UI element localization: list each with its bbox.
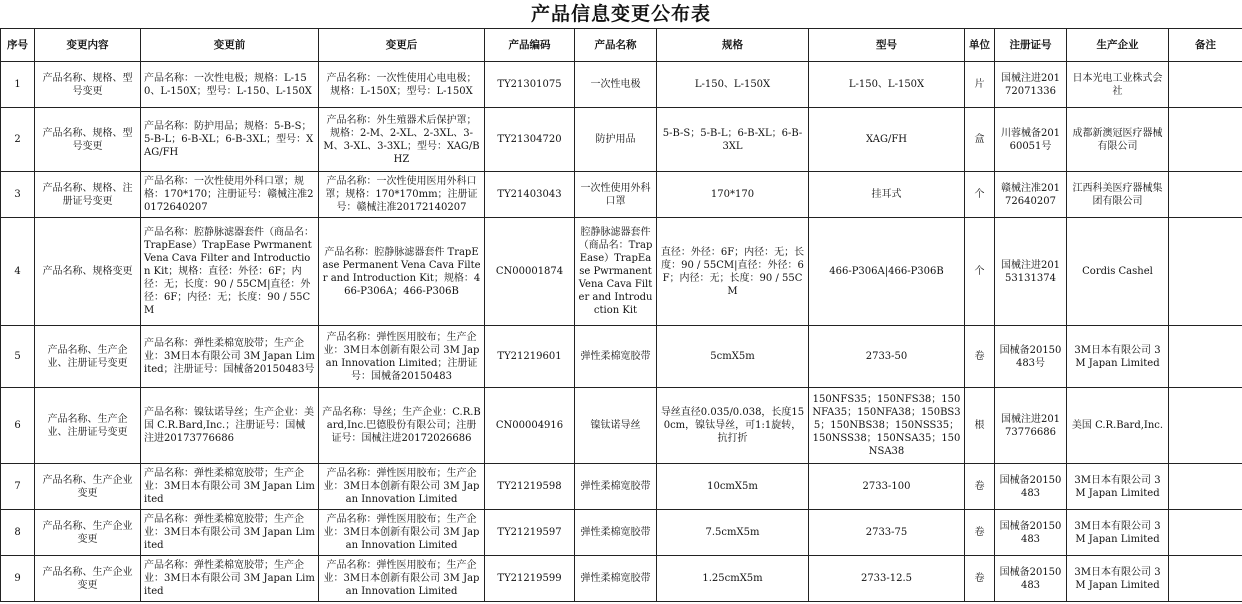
col-change-cell: 产品名称、生产企业、注册证号变更 [35,388,141,464]
col-code-cell: TY21219598 [485,464,575,510]
col-change-cell: 产品名称、生产企业、注册证号变更 [35,326,141,388]
col-spec-cell: 5cmX5m [657,326,809,388]
col-name-cell: 防护用品 [575,108,657,172]
table-row [1,172,1242,218]
col-before-cell: 产品名称：弹性柔棉宽胶带；生产企业：3M日本有限公司 3M Japan Limited [141,464,319,510]
col-code-header: 产品编码 [485,29,575,62]
col-name-header: 产品名称 [575,29,657,62]
col-reg-cell: 国械注进20173776686 [995,388,1067,464]
col-change-cell: 产品名称、生产企业变更 [35,464,141,510]
col-before-cell: 产品名称：一次性电极；规格：L-150、L-150X；型号：L-150、L-150X [141,62,319,108]
table-row [1,510,1242,556]
col-spec-cell: 1.25cmX5m [657,556,809,602]
header-row [1,29,1242,62]
col-seq-cell: 6 [1,388,35,464]
col-model-cell: L-150、L-150X [809,62,965,108]
col-maker-header: 生产企业 [1067,29,1169,62]
col-code-cell: CN00001874 [485,218,575,326]
col-reg-cell: 赣械注准20172640207 [995,172,1067,218]
change-table [0,28,1242,602]
col-spec-header: 规格 [657,29,809,62]
col-name-cell: 弹性柔棉宽胶带 [575,464,657,510]
col-after-cell: 产品名称：一次性使用心电电极；规格：L-150X；型号：L-150X [319,62,485,108]
col-seq-cell: 3 [1,172,35,218]
col-maker-cell: 成都新澳冠医疗器械有限公司 [1067,108,1169,172]
col-note-cell [1169,326,1242,388]
col-spec-cell: 10cmX5m [657,464,809,510]
col-before-cell: 产品名称：弹性柔棉宽胶带；生产企业：3M日本有限公司 3M Japan Limited；注册证号：国械备20150483号 [141,326,319,388]
col-change-cell: 产品名称、规格变更 [35,218,141,326]
col-unit-cell: 卷 [965,326,995,388]
col-change-cell: 产品名称、规格、注册证号变更 [35,172,141,218]
col-after-cell: 产品名称：导丝；生产企业：C.R.Bard,Inc.巴德股份有限公司；注册证号：国械注进20172026686 [319,388,485,464]
col-code-cell: TY21219599 [485,556,575,602]
col-spec-cell: 5-B-S；5-B-L；6-B-XL；6-B-3XL [657,108,809,172]
col-code-cell: CN00004916 [485,388,575,464]
col-model-cell: 2733-100 [809,464,965,510]
col-before-header: 变更前 [141,29,319,62]
table-body [1,62,1242,602]
col-code-cell: TY21403043 [485,172,575,218]
col-maker-cell: Cordis Cashel [1067,218,1169,326]
col-unit-cell: 根 [965,388,995,464]
col-name-cell: 一次性电极 [575,62,657,108]
col-spec-cell: L-150、L-150X [657,62,809,108]
col-seq-header: 序号 [1,29,35,62]
col-model-cell: 挂耳式 [809,172,965,218]
col-reg-cell: 国械注进20153131374 [995,218,1067,326]
col-name-cell: 弹性柔棉宽胶带 [575,326,657,388]
col-code-cell: TY21304720 [485,108,575,172]
col-reg-cell: 国械备20150483 [995,556,1067,602]
col-note-cell [1169,464,1242,510]
col-reg-cell: 川蓉械备20160051号 [995,108,1067,172]
col-seq-cell: 7 [1,464,35,510]
col-unit-cell: 卷 [965,464,995,510]
col-before-cell: 产品名称：腔静脉滤器套件（商品名：TrapEase）TrapEase Pwrmanent Vena Cava Filter and Introduction Kit；规格：直径：外径：6F；内径：无；长度：90 / 55CM|直径：外径：6F；内径：无；长度：90 / 55CM [141,218,319,326]
col-maker-cell: 3M日本有限公司 3M Japan Limited [1067,510,1169,556]
col-note-cell [1169,218,1242,326]
col-seq-cell: 9 [1,556,35,602]
col-code-cell: TY21219601 [485,326,575,388]
col-change-cell: 产品名称、生产企业变更 [35,510,141,556]
col-unit-cell: 个 [965,218,995,326]
col-name-cell: 镍钛诺导丝 [575,388,657,464]
col-before-cell: 产品名称：一次性使用外科口罩；规格：170*170；注册证号：赣械注准20172640207 [141,172,319,218]
table-row [1,556,1242,602]
col-note-cell [1169,388,1242,464]
col-after-cell: 产品名称：一次性使用医用外科口罩；规格：170*170mm；注册证号：赣械注准20172140207 [319,172,485,218]
table-row [1,108,1242,172]
col-note-cell [1169,108,1242,172]
col-model-cell: 2733-75 [809,510,965,556]
table-row [1,388,1242,464]
col-seq-cell: 2 [1,108,35,172]
col-spec-cell: 7.5cmX5m [657,510,809,556]
col-name-cell: 腔静脉滤器套件（商品名：TrapEase）TrapEase Pwrmanent Vena Cava Filter and Introduction Kit [575,218,657,326]
col-change-cell: 产品名称、生产企业变更 [35,556,141,602]
col-spec-cell: 直径：外径：6F；内径：无；长度：90 / 55CM|直径：外径：6F；内径：无；长度：90 / 55CM [657,218,809,326]
col-model-header: 型号 [809,29,965,62]
col-after-cell: 产品名称：弹性医用胶布；生产企业：3M日本创新有限公司 3M Japan Innovation Limited [319,510,485,556]
col-name-cell: 弹性柔棉宽胶带 [575,556,657,602]
col-name-cell: 弹性柔棉宽胶带 [575,510,657,556]
col-maker-cell: 美国 C.R.Bard,Inc. [1067,388,1169,464]
col-unit-cell: 卷 [965,556,995,602]
col-change-header: 变更内容 [35,29,141,62]
table-row [1,326,1242,388]
col-seq-cell: 1 [1,62,35,108]
col-before-cell: 产品名称：防护用品；规格：5-B-S；5-B-L；6-B-XL；6-B-3XL；型号：XAG/FH [141,108,319,172]
col-model-cell: 466-P306A|466-P306B [809,218,965,326]
col-before-cell: 产品名称：镍钛诺导丝；生产企业：美国 C.R.Bard,Inc.；注册证号：国械注进20173776686 [141,388,319,464]
col-unit-cell: 卷 [965,510,995,556]
col-after-cell: 产品名称：外生殖器术后保护罩；规格：2-M、2-XL、2-3XL、3-M、3-XL、3-3XL；型号：XAG/BHZ [319,108,485,172]
col-reg-cell: 国械注进20172071336 [995,62,1067,108]
col-model-cell: 2733-50 [809,326,965,388]
col-seq-cell: 5 [1,326,35,388]
col-after-header: 变更后 [319,29,485,62]
col-unit-cell: 个 [965,172,995,218]
table-row [1,464,1242,510]
col-seq-cell: 4 [1,218,35,326]
page-title: 产品信息变更公布表 [530,3,711,25]
col-note-cell [1169,62,1242,108]
col-maker-cell: 3M日本有限公司 3M Japan Limited [1067,556,1169,602]
col-note-header: 备注 [1169,29,1242,62]
col-note-cell [1169,556,1242,602]
col-spec-cell: 170*170 [657,172,809,218]
col-reg-header: 注册证号 [995,29,1067,62]
col-after-cell: 产品名称：腔静脉滤器套件 TrapEase Permanent Vena Cava Filter and Introduction Kit；规格：466-P306A；466-P306B [319,218,485,326]
col-before-cell: 产品名称：弹性柔棉宽胶带；生产企业：3M日本有限公司 3M Japan Limited [141,556,319,602]
col-model-cell: 2733-12.5 [809,556,965,602]
col-maker-cell: 日本光电工业株式会社 [1067,62,1169,108]
col-reg-cell: 国械备20150483 [995,464,1067,510]
col-after-cell: 产品名称：弹性医用胶布；生产企业：3M日本创新有限公司 3M Japan Innovation Limited [319,464,485,510]
col-after-cell: 产品名称：弹性医用胶布；生产企业：3M日本创新有限公司 3M Japan Innovation Limited [319,556,485,602]
col-before-cell: 产品名称：弹性柔棉宽胶带；生产企业：3M日本有限公司 3M Japan Limited [141,510,319,556]
col-change-cell: 产品名称、规格、型号变更 [35,108,141,172]
col-code-cell: TY21219597 [485,510,575,556]
col-note-cell [1169,510,1242,556]
table-row [1,218,1242,326]
col-reg-cell: 国械备20150483 [995,510,1067,556]
col-maker-cell: 3M日本有限公司 3M Japan Limited [1067,326,1169,388]
col-maker-cell: 江西科美医疗器械集团有限公司 [1067,172,1169,218]
col-model-cell: 150NFS35；150NFS38；150NFA35；150NFA38；150BS35；150NBS38；150NSS35；150NSS38；150NSA35；150NSA38 [809,388,965,464]
col-seq-cell: 8 [1,510,35,556]
table-row [1,62,1242,108]
col-unit-cell: 盒 [965,108,995,172]
col-unit-cell: 片 [965,62,995,108]
col-maker-cell: 3M日本有限公司 3M Japan Limited [1067,464,1169,510]
col-reg-cell: 国械备20150483号 [995,326,1067,388]
col-spec-cell: 导丝直径0.035/0.038，长度150cm，镍钛导丝，可1:1旋转，抗打折 [657,388,809,464]
col-change-cell: 产品名称、规格、型号变更 [35,62,141,108]
col-after-cell: 产品名称：弹性医用胶布；生产企业：3M日本创新有限公司 3M Japan Innovation Limited；注册证号：国械备20150483 [319,326,485,388]
col-code-cell: TY21301075 [485,62,575,108]
col-note-cell [1169,172,1242,218]
col-name-cell: 一次性使用外科口罩 [575,172,657,218]
col-model-cell: XAG/FH [809,108,965,172]
col-unit-header: 单位 [965,29,995,62]
